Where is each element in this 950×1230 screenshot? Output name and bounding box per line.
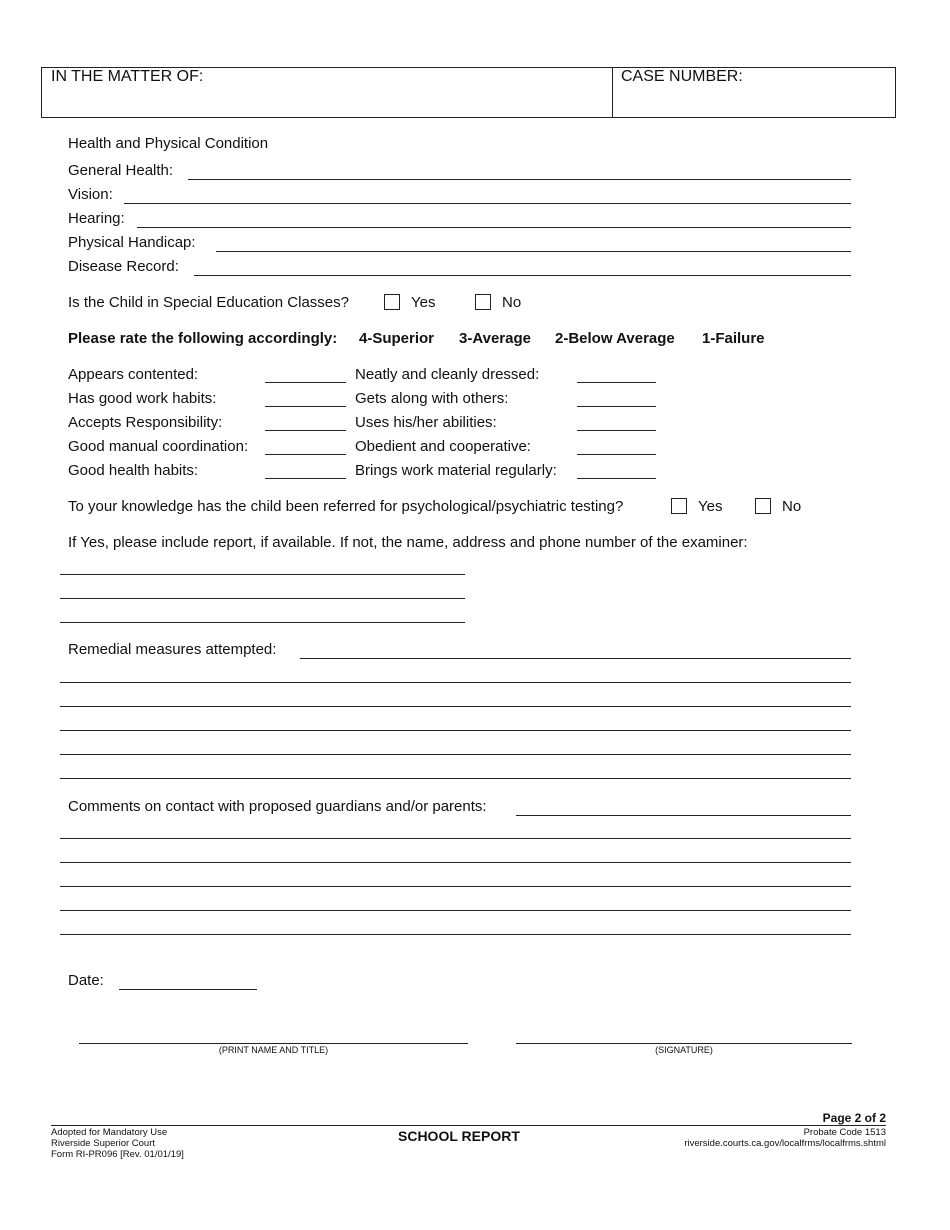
footer-adopted: Adopted for Mandatory Use xyxy=(51,1127,168,1138)
footer-rule xyxy=(51,1125,886,1126)
rating-scale-below-average: 2-Below Average xyxy=(555,330,675,347)
rating-scale-superior: 4-Superior xyxy=(359,330,435,347)
rating-left-label: Has good work habits: xyxy=(68,390,217,407)
comments-label: Comments on contact with proposed guardians and/or parents: xyxy=(68,798,487,815)
comments-line[interactable] xyxy=(60,918,851,935)
case-number-label: CASE NUMBER: xyxy=(621,68,743,85)
rating-left-label: Good manual coordination: xyxy=(68,438,249,455)
vision-field[interactable] xyxy=(124,187,851,204)
comments-line[interactable] xyxy=(516,799,851,816)
rating-left-label: Good health habits: xyxy=(68,462,199,479)
rating-right-label: Neatly and cleanly dressed: xyxy=(355,366,540,383)
testing-yes-checkbox[interactable] xyxy=(671,498,687,514)
rating-right-label: Gets along with others: xyxy=(355,390,509,407)
physical-handicap-field[interactable] xyxy=(216,235,851,252)
rating-right-label: Obedient and cooperative: xyxy=(355,438,531,455)
header-divider xyxy=(612,67,613,117)
testing-question: To your knowledge has the child been referred for psychological/psychiatric testing? xyxy=(68,498,624,515)
rating-instruction: Please rate the following accordingly: xyxy=(68,330,338,347)
remedial-label: Remedial measures attempted: xyxy=(68,641,277,658)
general-health-label: General Health: xyxy=(68,162,174,179)
disease-record-label: Disease Record: xyxy=(68,258,179,275)
rating-right-input[interactable] xyxy=(577,462,656,479)
remedial-line[interactable] xyxy=(60,690,851,707)
vision-label: Vision: xyxy=(68,186,113,203)
signature-field[interactable] xyxy=(516,1027,852,1044)
examiner-line[interactable] xyxy=(60,606,465,623)
form-title: SCHOOL REPORT xyxy=(398,1128,520,1144)
comments-line[interactable] xyxy=(60,894,851,911)
testing-yes-label: Yes xyxy=(698,498,723,515)
rating-left-input[interactable] xyxy=(265,366,346,383)
testing-no-checkbox[interactable] xyxy=(755,498,771,514)
rating-left-input[interactable] xyxy=(265,462,346,479)
print-name-field[interactable] xyxy=(79,1027,468,1044)
testing-followup: If Yes, please include report, if available. If not, the name, address and phone number of the examiner: xyxy=(68,534,748,551)
date-label: Date: xyxy=(68,972,104,989)
examiner-line[interactable] xyxy=(60,558,465,575)
rating-scale-failure: 1-Failure xyxy=(702,330,765,347)
comments-line[interactable] xyxy=(60,822,851,839)
remedial-line[interactable] xyxy=(60,666,851,683)
remedial-line[interactable] xyxy=(60,762,851,779)
physical-handicap-label: Physical Handicap: xyxy=(68,234,196,251)
footer-probate-code: Probate Code 1513 xyxy=(803,1127,886,1138)
comments-line[interactable] xyxy=(60,870,851,887)
special-ed-yes-label: Yes xyxy=(411,294,436,311)
special-ed-question: Is the Child in Special Education Classes? xyxy=(68,294,349,311)
rating-right-input[interactable] xyxy=(577,390,656,407)
rating-scale-average: 3-Average xyxy=(459,330,531,347)
comments-line[interactable] xyxy=(60,846,851,863)
special-ed-no-checkbox[interactable] xyxy=(475,294,491,310)
general-health-field[interactable] xyxy=(188,163,851,180)
page-number: Page 2 of 2 xyxy=(822,1111,886,1125)
special-ed-yes-checkbox[interactable] xyxy=(384,294,400,310)
footer-url[interactable]: riverside.courts.ca.gov/localfrms/localfrms.shtml xyxy=(684,1138,886,1149)
special-ed-no-label: No xyxy=(502,294,522,311)
date-field[interactable] xyxy=(119,973,257,990)
remedial-line[interactable] xyxy=(300,642,851,659)
rating-left-input[interactable] xyxy=(265,414,346,431)
rating-left-input[interactable] xyxy=(265,390,346,407)
rating-right-label: Uses his/her abilities: xyxy=(355,414,497,431)
matter-label: IN THE MATTER OF: xyxy=(51,68,204,85)
signature-caption: (SIGNATURE) xyxy=(655,1045,713,1055)
rating-right-input[interactable] xyxy=(577,414,656,431)
health-section-title: Health and Physical Condition xyxy=(68,135,269,152)
rating-left-label: Accepts Responsibility: xyxy=(68,414,223,431)
testing-no-label: No xyxy=(782,498,802,515)
rating-right-label: Brings work material regularly: xyxy=(355,462,557,479)
remedial-line[interactable] xyxy=(60,738,851,755)
print-name-caption: (PRINT NAME AND TITLE) xyxy=(218,1045,329,1055)
examiner-line[interactable] xyxy=(60,582,465,599)
rating-left-input[interactable] xyxy=(265,438,346,455)
footer-court: Riverside Superior Court xyxy=(51,1138,156,1149)
disease-record-field[interactable] xyxy=(194,259,851,276)
remedial-line[interactable] xyxy=(60,714,851,731)
matter-input[interactable] xyxy=(51,92,601,108)
hearing-label: Hearing: xyxy=(68,210,125,227)
footer-form-number: Form RI-PR096 [Rev. 01/01/19] xyxy=(51,1149,184,1160)
rating-left-label: Appears contented: xyxy=(68,366,199,383)
rating-right-input[interactable] xyxy=(577,366,656,383)
case-number-input[interactable] xyxy=(621,92,881,108)
hearing-field[interactable] xyxy=(137,211,851,228)
rating-right-input[interactable] xyxy=(577,438,656,455)
